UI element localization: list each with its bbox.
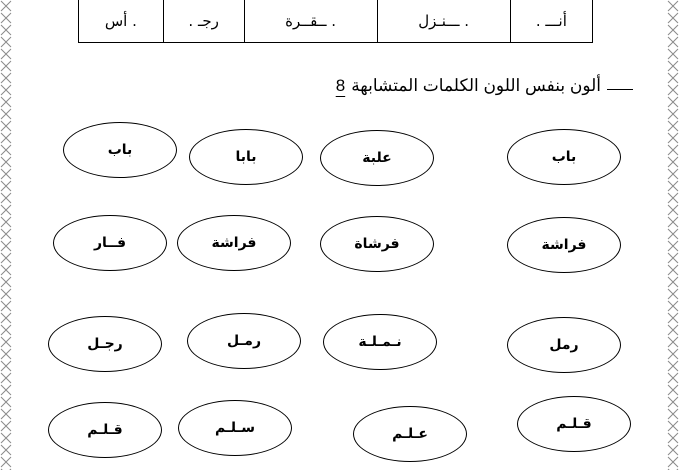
word-oval[interactable] (48, 402, 162, 458)
word-label: بابا (235, 149, 257, 165)
word-label: نـمـلـة (358, 334, 402, 350)
word-label: عـلـم (392, 426, 428, 442)
word-oval[interactable] (53, 215, 167, 271)
table-row (79, 0, 593, 43)
word-label: فــار (93, 235, 127, 251)
word-label: قـلـم (556, 416, 592, 432)
question-number: 8 (335, 76, 346, 95)
word-label: فراشة (211, 235, 257, 251)
word-oval[interactable] (320, 216, 434, 272)
word-label: علبة (362, 150, 392, 166)
word-label: فراشة (541, 237, 587, 253)
word-oval[interactable] (517, 396, 631, 452)
word-oval[interactable] (187, 313, 301, 369)
word-label: رجـل (87, 336, 123, 352)
word-label: باب (107, 142, 133, 158)
table-cell: . ــقــرة (244, 0, 377, 43)
question-text: ألون بنفس اللون الكلمات المتشابهة (351, 76, 601, 95)
word-label: رمل (549, 337, 579, 353)
word-oval[interactable] (507, 217, 621, 273)
left-decorative-border (0, 0, 12, 470)
word-label: سـلـم (214, 420, 256, 436)
word-oval[interactable] (323, 314, 437, 370)
table-cell: . ـــنـزل (377, 0, 510, 43)
word-oval[interactable] (507, 129, 621, 185)
letters-table (78, 0, 593, 43)
question-underline (607, 89, 633, 90)
word-label: رمـل (227, 333, 262, 349)
table-cell: أنـــ . (510, 0, 592, 43)
word-oval[interactable] (178, 400, 292, 456)
word-oval[interactable] (507, 317, 621, 373)
word-oval[interactable] (63, 122, 177, 178)
table-cell: رجـ . (163, 0, 244, 43)
table-cell: . أس (79, 0, 164, 43)
word-label: فرشاة (354, 236, 400, 252)
right-decorative-border (667, 0, 679, 470)
word-label: باب (551, 149, 577, 165)
word-oval[interactable] (320, 130, 434, 186)
word-oval[interactable] (189, 129, 303, 185)
word-oval[interactable] (48, 316, 162, 372)
word-oval[interactable] (177, 215, 291, 271)
word-label: قـلـم (87, 422, 123, 438)
word-oval[interactable] (353, 406, 467, 462)
question-heading (336, 76, 633, 96)
